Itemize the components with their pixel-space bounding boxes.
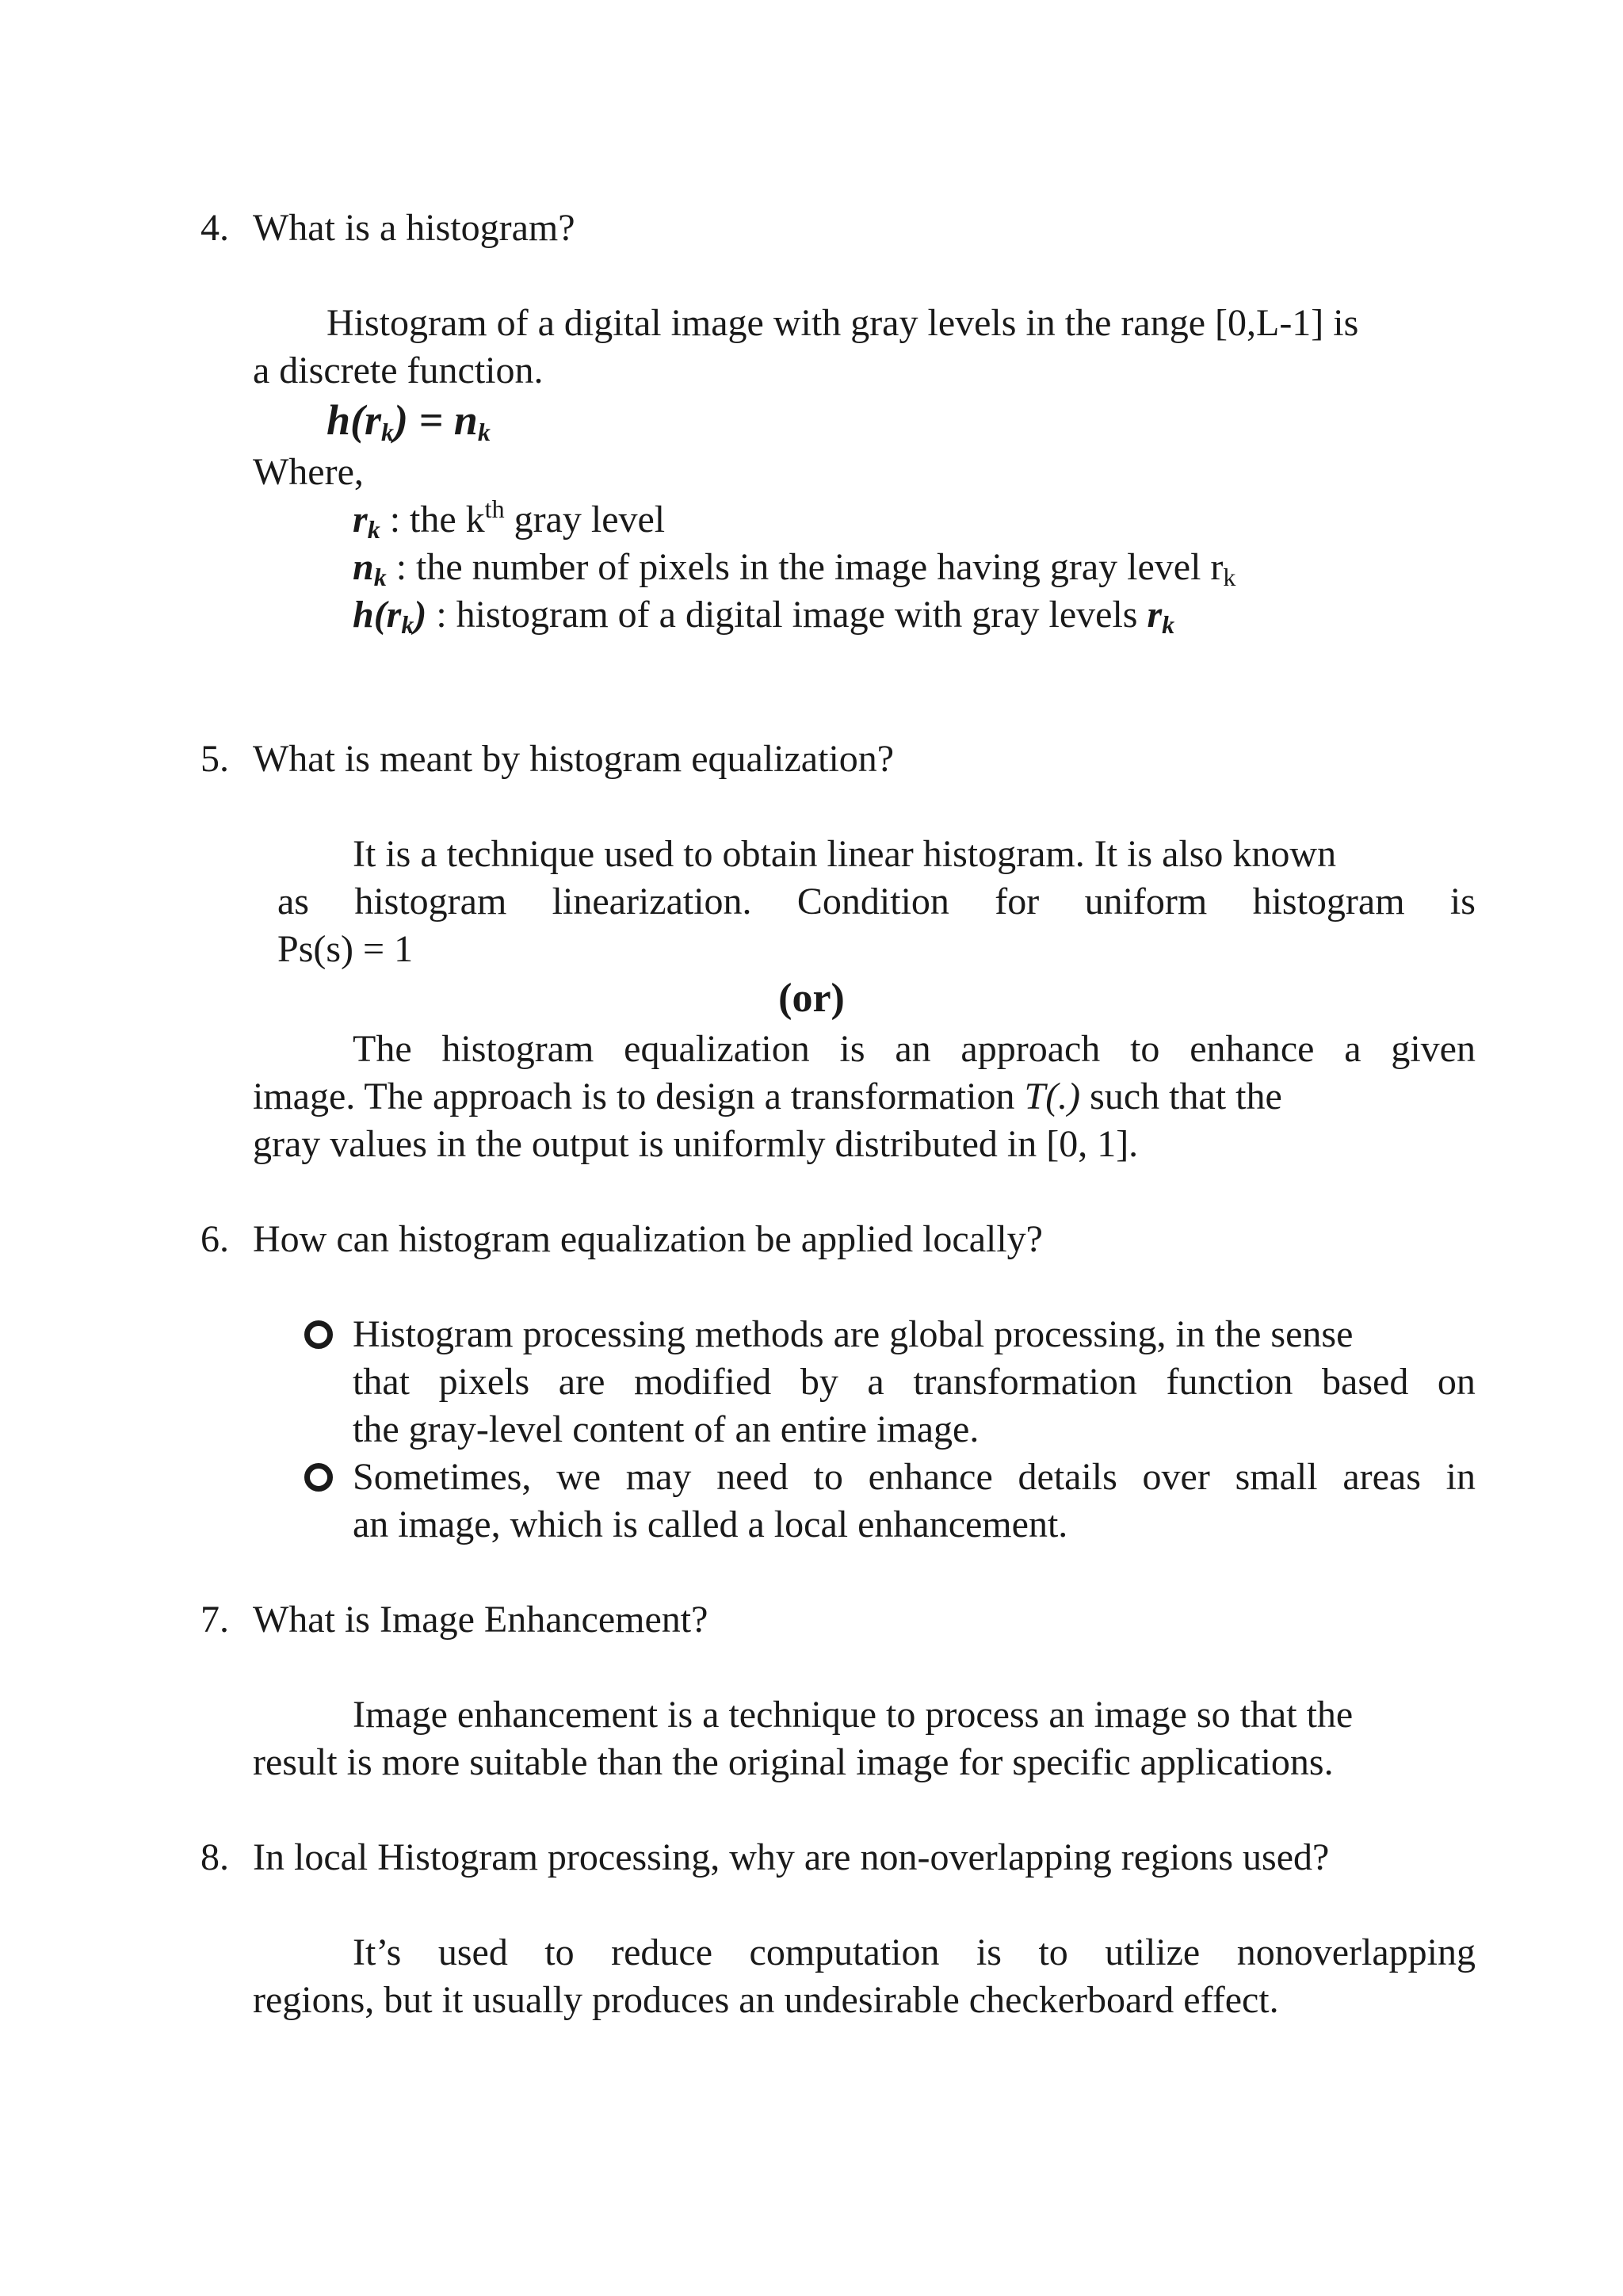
word: over: [1142, 1456, 1210, 1498]
word: It’s: [353, 1931, 402, 1973]
q4-para-line-2: a discrete function.: [253, 350, 544, 392]
word: to: [813, 1456, 843, 1498]
word: may: [625, 1456, 692, 1498]
word: Sometimes,: [353, 1456, 532, 1498]
q6-bullet1-line-1: Histogram processing methods are global processing, in the sense: [353, 1313, 1354, 1355]
word: to: [1038, 1931, 1068, 1973]
question-number: 8.: [200, 1836, 229, 1878]
q4-para-line-1: Histogram of a digital image with gray levels in the range [0,L-1] is: [327, 302, 1359, 344]
word: modified: [633, 1361, 772, 1403]
where-label: Where,: [253, 451, 364, 493]
word: we: [556, 1456, 601, 1498]
q8-para-line-1: [353, 1929, 1476, 1977]
word: function: [1166, 1361, 1293, 1403]
q6-bullet2-line-2: an image, which is called a local enhancement.: [353, 1503, 1068, 1545]
q6-bullet2-line-1: [353, 1454, 1476, 1501]
or-separator: (or): [778, 976, 845, 1021]
word: histogram: [441, 1028, 594, 1070]
word: reduce: [611, 1931, 713, 1973]
word: enhance: [1190, 1028, 1315, 1070]
word: histogram: [1252, 881, 1405, 923]
word: utilize: [1105, 1931, 1201, 1973]
question-text: What is Image Enhancement?: [253, 1599, 708, 1641]
word: given: [1391, 1028, 1476, 1070]
word: based: [1322, 1361, 1409, 1403]
word: Condition: [796, 881, 949, 923]
q6-bullet1-line-3: the gray-level content of an entire image.: [353, 1408, 980, 1450]
definition-nk: $n_k$ : the number of pixels in the image having gray level $r_k$: [353, 546, 1236, 591]
word: uniform: [1084, 881, 1208, 923]
word: is: [839, 1028, 865, 1070]
definition-rk: $r_k$ : the $k^{th}$ gray level: [353, 495, 666, 544]
question-8-heading: [200, 1834, 1468, 1881]
word: on: [1437, 1361, 1476, 1403]
word: transformation: [913, 1361, 1137, 1403]
word: pixels: [438, 1361, 530, 1403]
q7-para-line-1: Image enhancement is a technique to process an image so that the: [353, 1694, 1354, 1736]
question-number: 6.: [200, 1218, 229, 1260]
word: to: [1130, 1028, 1160, 1070]
word: a: [1344, 1028, 1361, 1070]
word: is: [1449, 881, 1476, 923]
q5-para1-line-1: It is a technique used to obtain linear histogram. It is also known: [353, 833, 1337, 875]
histogram-formula: $h(r_k) = n_k$: [327, 396, 491, 446]
word: details: [1018, 1456, 1117, 1498]
word: is: [976, 1931, 1002, 1973]
word: computation: [749, 1931, 940, 1973]
word: that: [353, 1361, 410, 1403]
word: areas: [1342, 1456, 1421, 1498]
q5-para1-line-3: Ps(s) = 1: [277, 928, 414, 970]
question-text: What is meant by histogram equalization?: [253, 738, 895, 780]
q5-para1-line-2: [277, 878, 1476, 926]
question-4-heading: [200, 204, 1468, 252]
q6-bullet1-line-2: [353, 1358, 1476, 1406]
word: used: [437, 1931, 508, 1973]
q7-para-line-2: result is more suitable than the original image for specific applications.: [253, 1741, 1334, 1783]
word: nonoverlapping: [1236, 1931, 1476, 1973]
q8-para-line-2: regions, but it usually produces an undesirable checkerboard effect.: [253, 1979, 1279, 2021]
word: for: [995, 881, 1040, 923]
word: are: [558, 1361, 605, 1403]
question-text: What is a histogram?: [253, 207, 575, 249]
word: need: [716, 1456, 789, 1498]
word: in: [1445, 1456, 1476, 1498]
word: a: [867, 1361, 884, 1403]
word: as: [277, 881, 309, 923]
word: enhance: [868, 1456, 993, 1498]
question-5-heading: [200, 735, 1468, 783]
word: by: [800, 1361, 838, 1403]
question-number: 7.: [200, 1599, 229, 1641]
q5-para2-line-2: image. The approach is to design a transformation T(.) such that the: [253, 1075, 1282, 1117]
word: The: [353, 1028, 412, 1070]
q5-para2-line-1: [353, 1026, 1476, 1073]
word: histogram: [354, 881, 507, 923]
question-number: 5.: [200, 738, 229, 780]
circle-bullet-icon: [304, 1463, 333, 1492]
question-7-heading: [200, 1596, 1468, 1644]
question-6-heading: [200, 1216, 1468, 1263]
word: to: [544, 1931, 575, 1973]
definition-hrk: $h(r_k)$ : histogram of a digital image with gray levels $r_k$: [353, 594, 1175, 639]
word: approach: [960, 1028, 1101, 1070]
question-text: In local Histogram processing, why are non-overlapping regions used?: [253, 1836, 1330, 1878]
q5-para2-line-3: gray values in the output is uniformly distributed in [0, 1].: [253, 1123, 1139, 1165]
word: equalization: [624, 1028, 810, 1070]
question-number: 4.: [200, 207, 229, 249]
circle-bullet-icon: [304, 1320, 333, 1349]
word: small: [1235, 1456, 1318, 1498]
word: an: [895, 1028, 931, 1070]
word: linearization.: [552, 881, 752, 923]
question-text: How can histogram equalization be applied locally?: [253, 1218, 1043, 1260]
